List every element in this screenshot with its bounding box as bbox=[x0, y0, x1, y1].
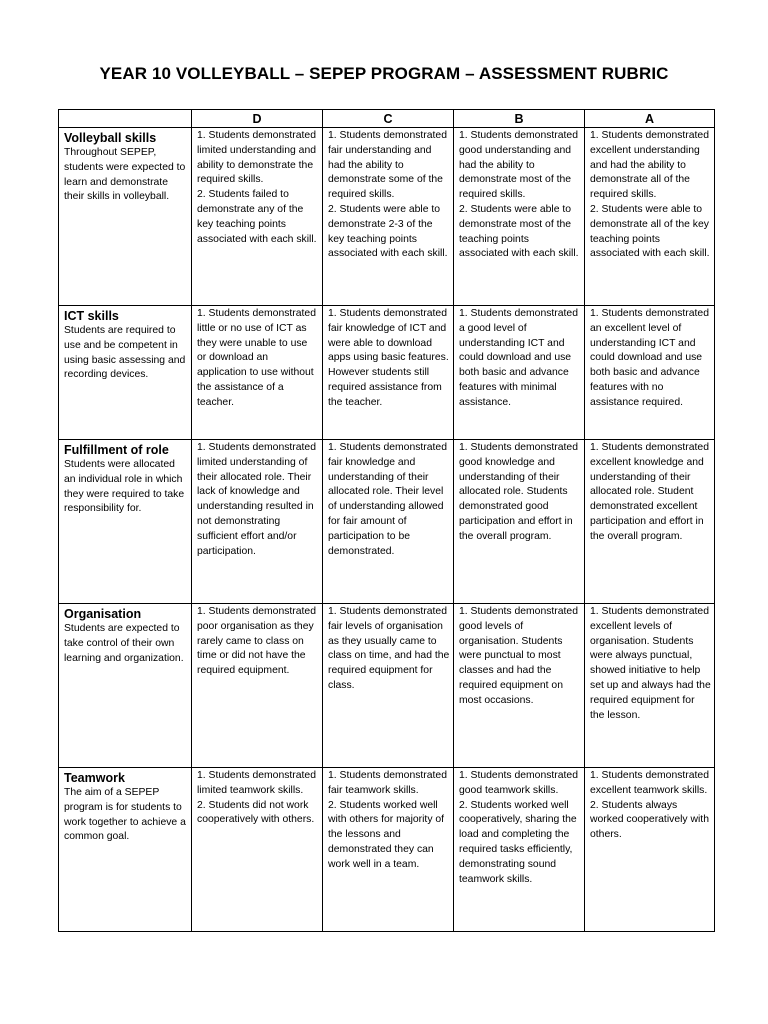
criterion-cell bbox=[59, 768, 192, 932]
criterion-description: Students are required to use and be competent in using basic assessing and recording devices. bbox=[64, 325, 186, 381]
header-cell-b: B bbox=[454, 110, 585, 128]
header-cell-d: D bbox=[192, 110, 323, 128]
table-row bbox=[59, 128, 715, 306]
level-b-cell: 1. Students demonstrated a good level of understanding ICT and could download and use both basic and advance features with minimal assistance. bbox=[454, 306, 585, 440]
criterion-cell bbox=[59, 306, 192, 440]
criterion-name: ICT skills bbox=[64, 309, 119, 323]
header-cell-criteria bbox=[59, 110, 192, 128]
header-row bbox=[59, 110, 715, 128]
level-d-cell: 1. Students demonstrated limited teamwork skills. 2. Students did not work cooperatively with others. bbox=[192, 768, 323, 932]
table-row bbox=[59, 440, 715, 604]
level-b-cell: 1. Students demonstrated good teamwork skills. 2. Students worked well cooperatively, sharing the load and completing the required tasks efficiently, demonstrating sound teamwork skills. bbox=[454, 768, 585, 932]
criterion-cell bbox=[59, 440, 192, 604]
assessment-rubric-table bbox=[58, 109, 715, 932]
level-c-cell: 1. Students demonstrated fair understanding and had the ability to demonstrate some of the required skills. 2. Students were able to demonstrate 2-3 of the key teaching points associated with each skill. bbox=[323, 128, 454, 306]
level-a-cell: 1. Students demonstrated excellent understanding and had the ability to demonstrate all of the required skills. 2. Students were able to demonstrate all of the key teaching points associated with each skill. bbox=[585, 128, 715, 306]
criterion-cell bbox=[59, 604, 192, 768]
level-d-cell: 1. Students demonstrated limited understanding of their allocated role. Their lack of knowledge and understanding resulted in not demonstrating sufficient effort and/or participation. bbox=[192, 440, 323, 604]
level-b-cell: 1. Students demonstrated good understanding and had the ability to demonstrate most of the required skills. 2. Students were able to demonstrate most of the teaching points associated with each skill. bbox=[454, 128, 585, 306]
header-cell-c: C bbox=[323, 110, 454, 128]
level-c-cell: 1. Students demonstrated fair teamwork skills. 2. Students worked well with others for majority of the lessons and demonstrated they can work well in a team. bbox=[323, 768, 454, 932]
criterion-name: Volleyball skills bbox=[64, 131, 157, 145]
criterion-description: Throughout SEPEP, students were expected to learn and demonstrate their skills in volleyball. bbox=[64, 147, 186, 203]
page-title: YEAR 10 VOLLEYBALL – SEPEP PROGRAM – ASSESSMENT RUBRIC bbox=[99, 64, 669, 83]
criterion-description: Students are expected to take control of their own learning and organization. bbox=[64, 623, 184, 664]
level-d-cell: 1. Students demonstrated little or no use of ICT as they were unable to use or download an application to use without the assistance of a teacher. bbox=[192, 306, 323, 440]
level-c-cell: 1. Students demonstrated fair knowledge of ICT and were able to download apps using basic features. However students still required assistance from the teacher. bbox=[323, 306, 454, 440]
table-row bbox=[59, 306, 715, 440]
criterion-name: Fulfillment of role bbox=[64, 443, 169, 457]
criterion-description: Students were allocated an individual role in which they were required to take responsibility for. bbox=[64, 459, 185, 515]
level-b-cell: 1. Students demonstrated good levels of organisation. Students were punctual to most classes and had the required equipment on most occasions. bbox=[454, 604, 585, 768]
level-a-cell: 1. Students demonstrated excellent teamwork skills. 2. Students always worked cooperatively with others. bbox=[585, 768, 715, 932]
level-a-cell: 1. Students demonstrated an excellent level of understanding ICT and could download and use both basic and advance features with no assistance required. bbox=[585, 306, 715, 440]
level-c-cell: 1. Students demonstrated fair knowledge and understanding of their allocated role. Their level of understanding allowed for fair amount of participation to be demonstrated. bbox=[323, 440, 454, 604]
criterion-cell bbox=[59, 128, 192, 306]
header-cell-a: A bbox=[585, 110, 715, 128]
table-row bbox=[59, 604, 715, 768]
table-row bbox=[59, 768, 715, 932]
criterion-name: Organisation bbox=[64, 607, 142, 621]
level-d-cell: 1. Students demonstrated limited understanding and ability to demonstrate the required skills. 2. Students failed to demonstrate any of the key teaching points associated with each skill. bbox=[192, 128, 323, 306]
level-b-cell: 1. Students demonstrated good knowledge and understanding of their allocated role. Students demonstrated good participation and effort in the overall program. bbox=[454, 440, 585, 604]
level-a-cell: 1. Students demonstrated excellent knowledge and understanding of their allocated role. Student demonstrated excellent participation and effort in the overall program. bbox=[585, 440, 715, 604]
criterion-name: Teamwork bbox=[64, 771, 125, 785]
level-d-cell: 1. Students demonstrated poor organisation as they rarely came to class on time or did not have the required equipment. bbox=[192, 604, 323, 768]
level-c-cell: 1. Students demonstrated fair levels of organisation as they usually came to class on time, and had the required equipment for class. bbox=[323, 604, 454, 768]
criterion-description: The aim of a SEPEP program is for students to work together to achieve a common goal. bbox=[64, 787, 186, 843]
level-a-cell: 1. Students demonstrated excellent levels of organisation. Students were always punctual, showed initiative to help set up and always had the required equipment for the lesson. bbox=[585, 604, 715, 768]
